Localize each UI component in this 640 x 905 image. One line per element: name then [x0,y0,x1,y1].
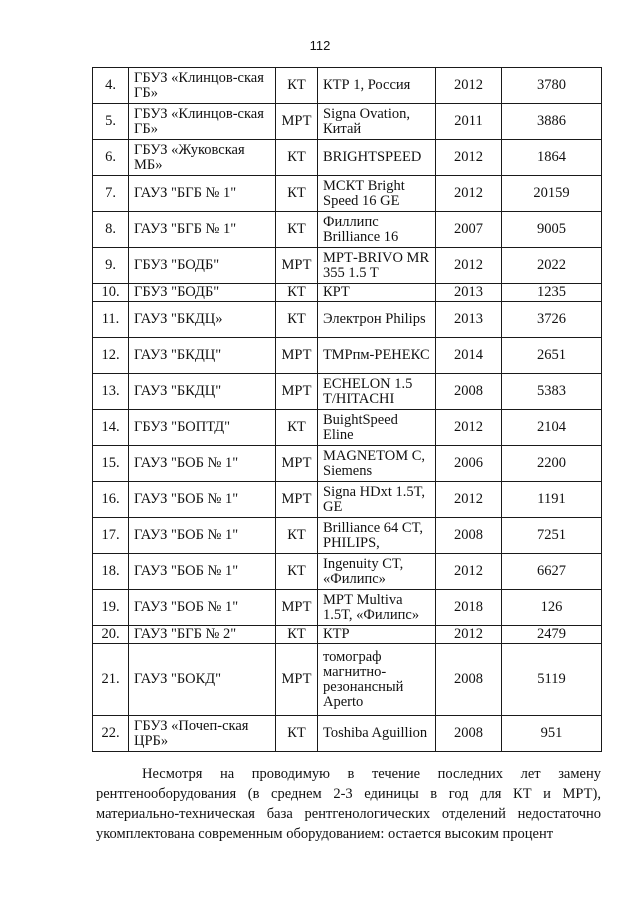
year-cell: 2012 [436,410,502,446]
equipment-model-cell: МРТ-BRIVO MR 355 1.5 T [318,248,436,284]
year-cell: 2018 [436,590,502,626]
modality-cell: МРТ [276,644,318,716]
equipment-model-cell: Филлипс Brilliance 16 [318,212,436,248]
row-number: 20. [93,626,129,644]
year-cell: 2012 [436,482,502,518]
organization-cell: ГБУЗ «Клинцов-ская ГБ» [129,104,276,140]
organization-cell: ГАУЗ "БКДЦ" [129,338,276,374]
organization-cell: ГАУЗ "БОБ № 1" [129,482,276,518]
modality-cell: КТ [276,626,318,644]
count-cell: 20159 [502,176,602,212]
row-number: 18. [93,554,129,590]
table-row [93,68,602,104]
count-cell: 5119 [502,644,602,716]
equipment-model-cell: КТР [318,626,436,644]
modality-cell: МРТ [276,104,318,140]
table-row [93,626,602,644]
equipment-model-cell: ECHELON 1.5 T/HITACHI [318,374,436,410]
year-cell: 2012 [436,626,502,644]
modality-cell: КТ [276,284,318,302]
organization-cell: ГАУЗ "БОБ № 1" [129,554,276,590]
row-number: 16. [93,482,129,518]
organization-cell: ГАУЗ "БКДЦ» [129,302,276,338]
row-number: 12. [93,338,129,374]
organization-cell: ГАУЗ "БГБ № 2" [129,626,276,644]
table-row [93,302,602,338]
table-row [93,104,602,140]
year-cell: 2012 [436,248,502,284]
table-row [93,374,602,410]
table-row [93,248,602,284]
table-row [93,176,602,212]
modality-cell: МРТ [276,338,318,374]
year-cell: 2012 [436,176,502,212]
modality-cell: КТ [276,716,318,752]
equipment-model-cell: МСКТ Bright Speed 16 GE [318,176,436,212]
organization-cell: ГБУЗ "БОДБ" [129,284,276,302]
count-cell: 2104 [502,410,602,446]
count-cell: 1235 [502,284,602,302]
organization-cell: ГАУЗ "БОКД" [129,644,276,716]
organization-cell: ГАУЗ "БГБ № 1" [129,212,276,248]
equipment-model-cell: КРТ [318,284,436,302]
year-cell: 2013 [436,284,502,302]
modality-cell: МРТ [276,248,318,284]
row-number: 4. [93,68,129,104]
row-number: 11. [93,302,129,338]
year-cell: 2008 [436,716,502,752]
count-cell: 2479 [502,626,602,644]
modality-cell: КТ [276,176,318,212]
row-number: 19. [93,590,129,626]
year-cell: 2012 [436,554,502,590]
organization-cell: ГАУЗ "БГБ № 1" [129,176,276,212]
equipment-model-cell: BuightSpeed Eline [318,410,436,446]
count-cell: 3726 [502,302,602,338]
year-cell: 2011 [436,104,502,140]
organization-cell: ГБУЗ «Жуковская МБ» [129,140,276,176]
row-number: 15. [93,446,129,482]
count-cell: 1191 [502,482,602,518]
page-number: 112 [309,38,331,53]
table-row [93,284,602,302]
year-cell: 2008 [436,518,502,554]
equipment-model-cell: Ingenuity CT, «Филипс» [318,554,436,590]
table-row [93,518,602,554]
row-number: 22. [93,716,129,752]
year-cell: 2006 [436,446,502,482]
count-cell: 5383 [502,374,602,410]
year-cell: 2007 [436,212,502,248]
modality-cell: МРТ [276,590,318,626]
modality-cell: КТ [276,140,318,176]
table-row [93,590,602,626]
count-cell: 2022 [502,248,602,284]
organization-cell: ГБУЗ "БОДБ" [129,248,276,284]
organization-cell: ГБУЗ "БОПТД" [129,410,276,446]
equipment-model-cell: Электрон Philips [318,302,436,338]
count-cell: 1864 [502,140,602,176]
row-number: 13. [93,374,129,410]
modality-cell: МРТ [276,374,318,410]
table-row [93,212,602,248]
modality-cell: КТ [276,302,318,338]
count-cell: 126 [502,590,602,626]
equipment-model-cell: ТМРпм-РЕНЕКС [318,338,436,374]
row-number: 21. [93,644,129,716]
row-number: 9. [93,248,129,284]
organization-cell: ГАУЗ "БОБ № 1" [129,590,276,626]
equipment-model-cell: Toshiba Aguillion [318,716,436,752]
equipment-model-cell: томограф магнитно-резонансный Aperto [318,644,436,716]
count-cell: 6627 [502,554,602,590]
modality-cell: КТ [276,410,318,446]
row-number: 17. [93,518,129,554]
organization-cell: ГБУЗ «Клинцов-ская ГБ» [129,68,276,104]
equipment-model-cell: MAGNETOM C, Siemens [318,446,436,482]
modality-cell: МРТ [276,482,318,518]
row-number: 8. [93,212,129,248]
modality-cell: КТ [276,68,318,104]
count-cell: 9005 [502,212,602,248]
row-number: 6. [93,140,129,176]
year-cell: 2013 [436,302,502,338]
year-cell: 2012 [436,68,502,104]
equipment-model-cell: МРТ Multiva 1.5T, «Филипс» [318,590,436,626]
row-number: 7. [93,176,129,212]
organization-cell: ГАУЗ "БОБ № 1" [129,446,276,482]
equipment-model-cell: Brilliance 64 CT, PHILIPS, [318,518,436,554]
table-row [93,482,602,518]
count-cell: 3886 [502,104,602,140]
modality-cell: КТ [276,518,318,554]
year-cell: 2008 [436,644,502,716]
count-cell: 2651 [502,338,602,374]
year-cell: 2008 [436,374,502,410]
table-row [93,140,602,176]
equipment-table [92,67,602,752]
equipment-model-cell: Signa Ovation, Китай [318,104,436,140]
row-number: 14. [93,410,129,446]
count-cell: 7251 [502,518,602,554]
modality-cell: КТ [276,554,318,590]
row-number: 10. [93,284,129,302]
count-cell: 3780 [502,68,602,104]
organization-cell: ГБУЗ «Почеп-ская ЦРБ» [129,716,276,752]
row-number: 5. [93,104,129,140]
equipment-model-cell: КТР 1, Россия [318,68,436,104]
count-cell: 2200 [502,446,602,482]
year-cell: 2012 [436,140,502,176]
table-row [93,644,602,716]
table-row [93,716,602,752]
count-cell: 951 [502,716,602,752]
organization-cell: ГАУЗ "БКДЦ" [129,374,276,410]
year-cell: 2014 [436,338,502,374]
paragraph-text: Несмотря на проводимую в течение последних лет замену рентгенооборудования (в среднем 2-3 единицы в год для КТ и МРТ), материально-техническая база рентгенологических отделений недостаточно укомплектована современным оборудованием: остается высоким процент [96,766,601,842]
modality-cell: КТ [276,212,318,248]
table-row [93,410,602,446]
equipment-model-cell: BRIGHTSPEED [318,140,436,176]
equipment-model-cell: Signa HDxt 1.5T, GE [318,482,436,518]
modality-cell: МРТ [276,446,318,482]
table-row [93,338,602,374]
table-row [93,446,602,482]
table-row [93,554,602,590]
organization-cell: ГАУЗ "БОБ № 1" [129,518,276,554]
body-paragraph [96,764,601,844]
